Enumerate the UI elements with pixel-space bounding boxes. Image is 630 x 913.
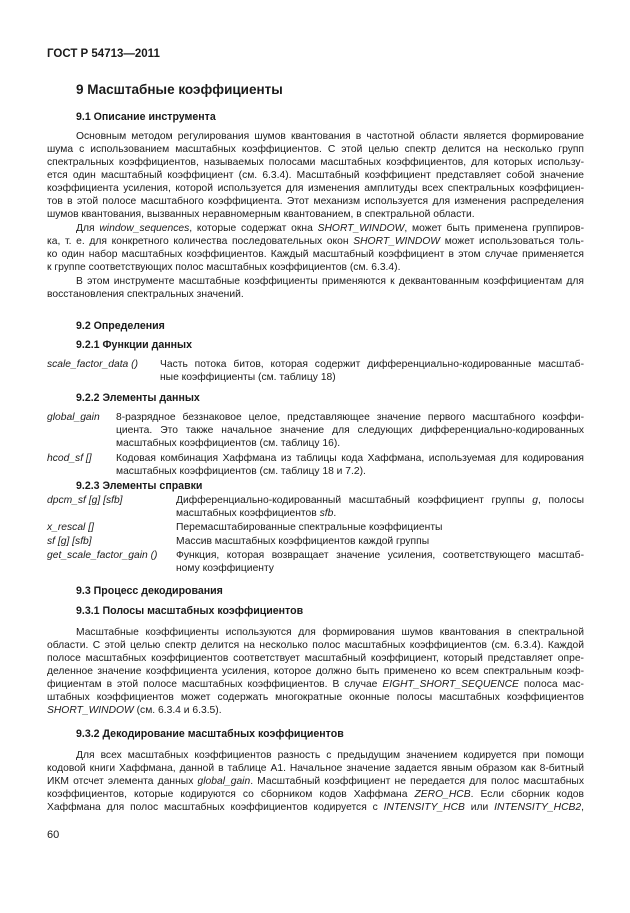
paragraph-line: ется один масштабный коэффициент (см. 6.3.4). Масштабный коэффициент представляет собой значение (47, 170, 584, 181)
definition-line: Перемасштабированные спектральные коэффициенты (176, 522, 443, 533)
paragraph-line: восстановления спектральных значений. (47, 289, 244, 300)
paragraph-line: полосе масштабных коэффициентов соответствует масштабный коэффициент, который представляет опре- (47, 653, 584, 664)
term-sf: sf [g] [sfb] (47, 536, 92, 547)
paragraph-line: Масштабные коэффициенты используются для формирования шумов квантования в спектральной (76, 627, 584, 638)
paragraph-line: тов в этой полосе масштабного коэффициента. Этот механизм используется для изменения распределения (47, 196, 584, 207)
paragraph-line: ко один набор масштабных коэффициентов. Каждый масштабный коэффициент в этом случае применяется (47, 249, 584, 260)
definition-line: масштабных коэффициентов (см. таблицу 18 и 7.2). (116, 466, 366, 477)
paragraph-line: Для всех масштабных коэффициентов разность с предыдущим значением кодируется при помощи (76, 750, 584, 761)
heading-9-3: 9.3 Процесс декодирования (76, 585, 223, 597)
definition-line: Массив масштабных коэффициентов каждой группы (176, 536, 430, 547)
term-scale-factor-data: scale_factor_data () (47, 359, 139, 370)
term-dpcm-sf: dpcm_sf [g] [sfb] (47, 495, 123, 506)
paragraph-line: к группе соответствующих полос масштабных коэффициентов (см. 6.3.4). (47, 262, 401, 273)
term-get-scale-factor-gain: get_scale_factor_gain () (47, 550, 158, 561)
heading-9-1: 9.1 Описание инструмента (76, 111, 216, 123)
paragraph-line: Для window_sequences, которые содержат окна SHORT_WINDOW, может быть применена группиров- (76, 223, 584, 234)
definition-line: ные коэффициенты (см. таблицу 18) (160, 372, 336, 383)
term-hcod-sf: hcod_sf [] (47, 453, 92, 464)
paragraph-line: кодовой книги Хаффмана, данной в таблице А1. Начальное значение задается явным образом как 8-битный (47, 763, 584, 774)
paragraph-line: области. С этой целью спектр делится на несколько полос масштабных коэффициентов (см. 6.3.4). Каждой (47, 640, 584, 651)
term-x-rescal: x_rescal [] (47, 522, 94, 533)
heading-9-2: 9.2 Определения (76, 320, 165, 332)
heading-9-3-2: 9.3.2 Декодирование масштабных коэффициентов (76, 728, 344, 740)
paragraph-line: фициентам в этой полосе масштабных коэффициентов. В случае EIGHT_SHORT_SEQUENCE полоса мас- (47, 679, 584, 690)
paragraph-line: коэффициента усиления, которой используется для изменения амплитуды всех спектральных коэффициен- (47, 183, 584, 194)
paragraph-line: деленное значение коэффициента усиления, которое должно быть применено ко всем спектральным коэф- (47, 666, 584, 677)
paragraph-line: Хаффмана для полос масштабных коэффициентов кодируется с INTENSITY_HCB или INTENSITY_HCB2, (47, 802, 584, 813)
paragraph-line: шума с использованием масштабных коэффициентов. С этой целью спектр делится на несколько групп (47, 144, 584, 155)
definition-line: Дифференциально-кодированный масштабный коэффициент группы g, полосы (176, 495, 584, 506)
term-global-gain: global_gain (47, 412, 100, 423)
definition-line: Функция, которая возвращает значение усиления, соответствующего масштаб- (176, 550, 584, 561)
definition-line: ному коэффициенту (176, 563, 274, 574)
definition-line: циента. Это также начальное значение для следующих дифференциально-кодированных (116, 425, 584, 436)
heading-9-3-1: 9.3.1 Полосы масштабных коэффициентов (76, 605, 304, 617)
heading-9-2-2: 9.2.2 Элементы данных (76, 392, 200, 404)
definition-line: 8-разрядное беззнаковое целое, представляющее значение первого масштабного коэффи- (116, 412, 584, 423)
paragraph-line: ка, т. е. для конкретного количества последовательных окон SHORT_WINDOW может использоваться толь- (47, 236, 584, 247)
paragraph-line: шумов квантования, вызванных неравномерным квантованием, в спектральной области. (47, 209, 475, 220)
heading-9-2-3: 9.2.3 Элементы справки (76, 480, 203, 492)
section-title: 9 Масштабные коэффициенты (76, 82, 283, 97)
paragraph-line: SHORT_WINDOW (см. 6.3.4 и 6.3.5). (47, 705, 222, 716)
definition-line: масштабных коэффициентов sfb. (176, 508, 337, 519)
definition-line: Часть потока битов, которая содержит дифференциально-кодированные масштаб- (160, 359, 584, 370)
paragraph-line: спектральных коэффициентов, называемых полосами масштабных коэффициентов, для которых использу- (47, 157, 584, 168)
page-number: 60 (47, 829, 60, 841)
definition-line: Кодовая комбинация Хаффмана из таблицы кода Хаффмана, используемая для кодирования (116, 453, 584, 464)
paragraph-line: коэффициентов, которые кодируются со сборником кодов Хаффмана ZERO_HCB. Если сборник кодов (47, 789, 585, 800)
definition-line: масштабных коэффициентов (см. таблицу 16). (116, 438, 341, 449)
document-header: ГОСТ Р 54713—2011 (47, 48, 160, 60)
heading-9-2-1: 9.2.1 Функции данных (76, 339, 192, 351)
paragraph-line: штабных коэффициентов может содержать многократные оконные полосы масштабных коэффициентов (47, 692, 584, 703)
paragraph-line: В этом инструменте масштабные коэффициенты применяются к деквантованным коэффициентам для (76, 276, 584, 287)
paragraph-line: ИКМ отсчет элемента данных global_gain. Масштабный коэффициент не передается для полос масштабных (47, 776, 584, 787)
paragraph-line: Основным методом регулирования шумов квантования в частотной области является формирование (76, 131, 584, 142)
